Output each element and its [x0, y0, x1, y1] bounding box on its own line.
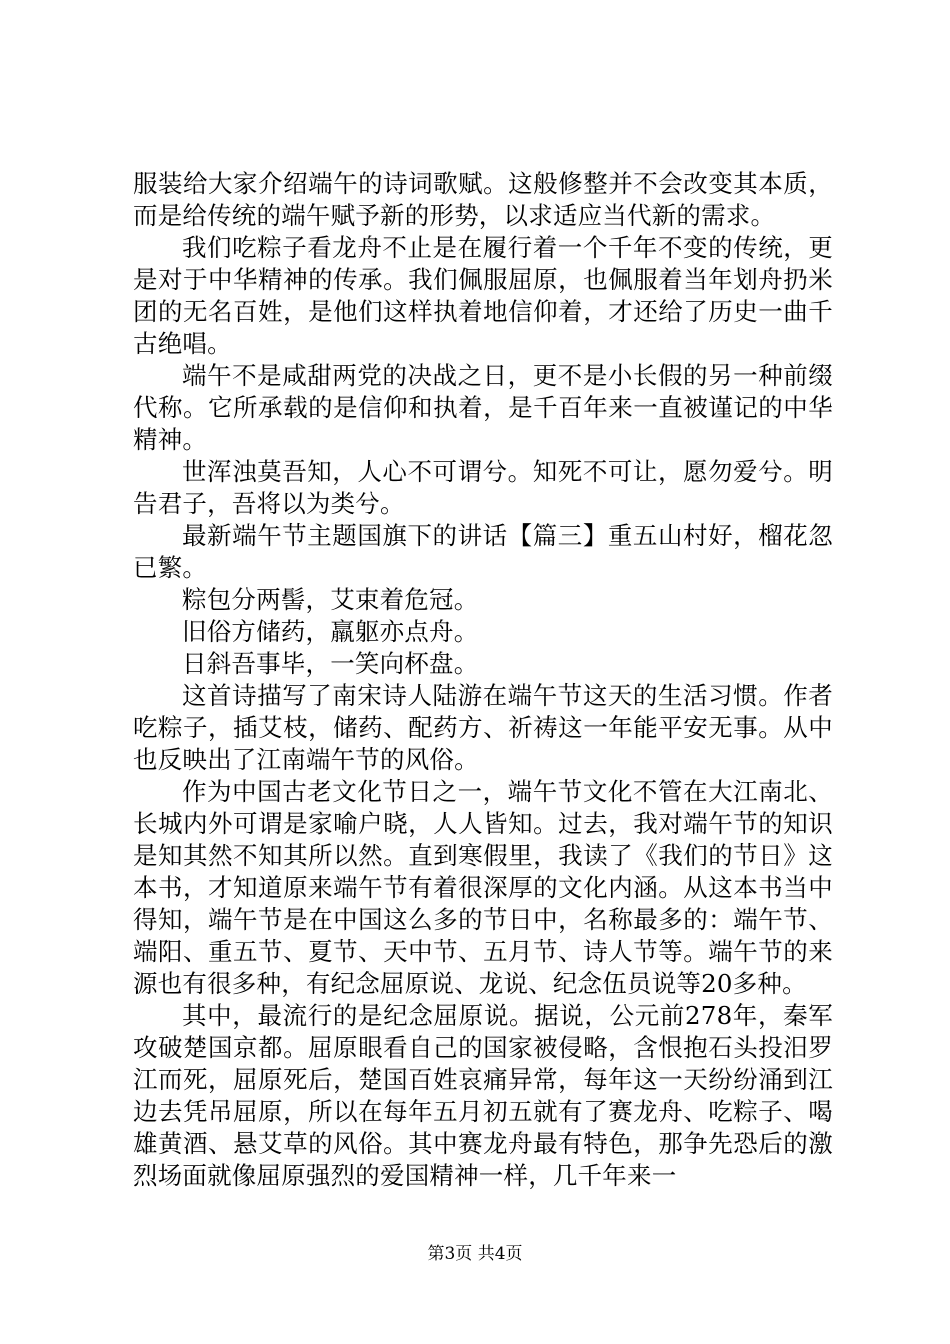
paragraph: 其中，最流行的是纪念屈原说。据说，公元前278年，秦军攻破楚国京都。屈原眼看自己的国家被侵略，含恨抱石头投汨罗江而死，屈原死后，楚国百姓哀痛异常，每年这一天纷纷涌到江边去凭吊屈原，所以在每年五月初五就有了赛龙舟、吃粽子、喝雄黄酒、悬艾草的风俗。其中赛龙舟最有特色，那争先恐后的激烈场面就像屈原强烈的爱国精神一样，几千年来一 — [133, 1001, 833, 1190]
paragraph: 世浑浊莫吾知，人心不可谓兮。知死不可让，愿勿爱兮。明告君子，吾将以为类兮。 — [133, 457, 833, 518]
poem-line: 粽包分两髻，艾束着危冠。 — [182, 585, 479, 614]
poem-line: 日斜吾事毕，一笑向杯盘。 — [182, 649, 479, 678]
paragraph: 最新端午节主题国旗下的讲话【篇三】重五山村好，榴花忽已繁。 — [133, 521, 833, 582]
document-body — [133, 168, 833, 1192]
poem-line: 旧俗方储药，羸躯亦点舟。 — [182, 617, 479, 646]
paragraph: 我们吃粽子看龙舟不止是在履行着一个千年不变的传统，更是对于中华精神的传承。我们佩服屈原，也佩服着当年划舟扔米团的无名百姓，是他们这样执着地信仰着，才还给了历史一曲千古绝唱。 — [133, 233, 833, 358]
paragraph: 作为中国古老文化节日之一，端午节文化不管在大江南北、长城内外可谓是家喻户晓，人人皆知。过去，我对端午节的知识是知其然不知其所以然。直到寒假里，我读了《我们的节日》这本书，才知道原来端午节有着很深厚的文化内涵。从这本书当中得知，端午节是在中国这么多的节日中，名称最多的：端午节、端阳、重五节、夏节、天中节、五月节、诗人节等。端午节的来源也有很多种，有纪念屈原说、龙说、纪念伍员说等20多种。 — [133, 777, 833, 998]
paragraph: 这首诗描写了南宋诗人陆游在端午节这天的生活习惯。作者吃粽子，插艾枝，储药、配药方、祈祷这一年能平安无事。从中也反映出了江南端午节的风俗。 — [133, 681, 833, 774]
page-footer — [0, 1243, 950, 1265]
page-number-label: 第3页 共4页 — [427, 1244, 523, 1264]
paragraph: 端午不是咸甜两党的决战之日，更不是小长假的另一种前缀代称。它所承载的是信仰和执着，是千百年来一直被谨记的中华精神。 — [133, 361, 833, 454]
paragraph: 服装给大家介绍端午的诗词歌赋。这般修整并不会改变其本质，而是给传统的端午赋予新的形势，以求适应当代新的需求。 — [133, 169, 833, 230]
